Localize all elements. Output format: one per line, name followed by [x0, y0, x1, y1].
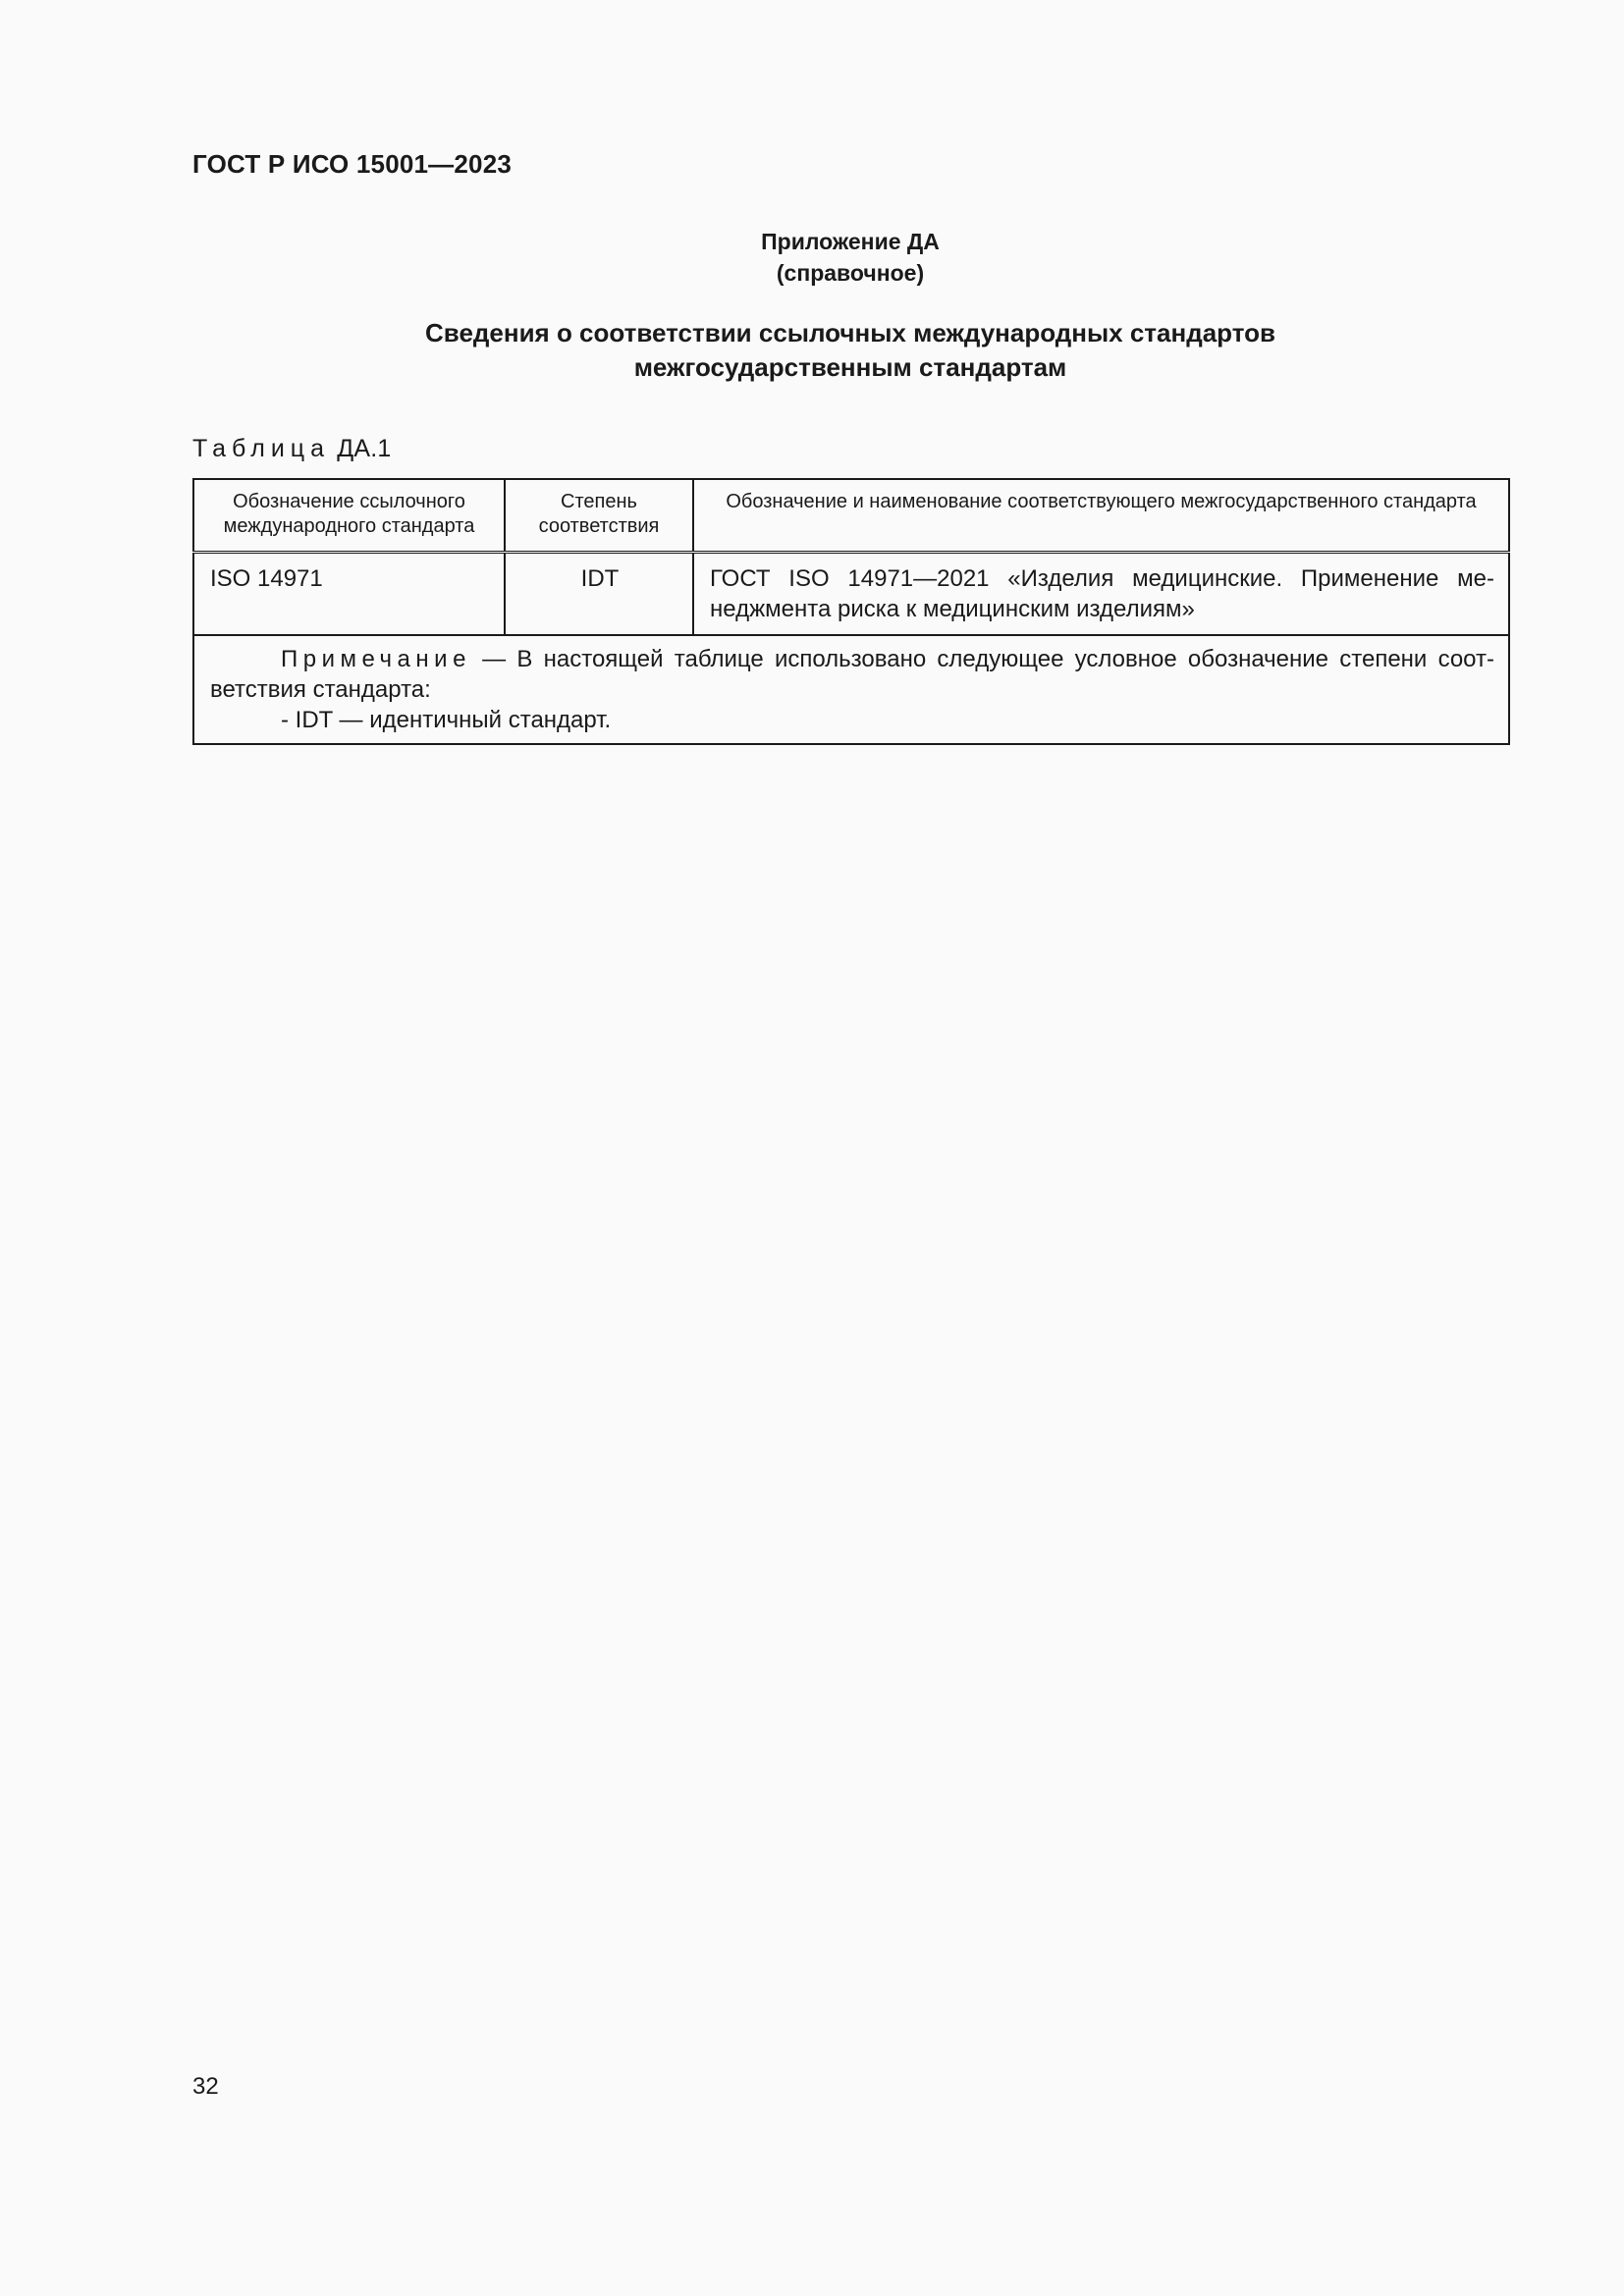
appendix-title-line1: Сведения о соответствии ссылочных международных стандартов [425, 318, 1275, 347]
cell-gost: ГОСТ ISO 14971—2021 «Изделия медицинские. Применение ме-неджмента риска к медицинским изделиям» [693, 553, 1509, 636]
note-item: - IDT — идентичный стандарт. [281, 707, 612, 733]
table-note-row [193, 635, 1509, 744]
appendix-heading [192, 226, 1508, 289]
table-caption [192, 435, 391, 463]
table-row [193, 553, 1509, 636]
appendix-title [192, 316, 1508, 385]
correspondence-table [192, 478, 1510, 745]
column-header-ref-standard: Обозначение ссылочного международного стандарта [193, 479, 505, 553]
appendix-title-line2: межгосударственным стандартам [633, 352, 1067, 382]
cell-degree: IDT [505, 553, 693, 636]
document-code: ГОСТ Р ИСО 15001—2023 [192, 149, 513, 179]
table-note [193, 635, 1509, 744]
appendix-label: Приложение ДА [761, 229, 940, 254]
cell-ref-standard: ISO 14971 [193, 553, 505, 636]
column-header-gost: Обозначение и наименование соответствующего межгосударственного стандарта [693, 479, 1509, 553]
note-label: Примечание [281, 646, 471, 672]
table-caption-number: ДА.1 [337, 435, 392, 462]
note-paragraph [210, 644, 1494, 705]
appendix-kind: (справочное) [776, 260, 925, 286]
table-caption-word: Таблица [192, 435, 331, 462]
note-text: — В настоящей таблице использовано следующее условное обозначение степени соот-ветствия стандарта: [210, 646, 1494, 703]
page-number: 32 [192, 2073, 219, 2100]
column-header-degree: Степень соответствия [505, 479, 693, 553]
table-header-row [193, 479, 1509, 553]
